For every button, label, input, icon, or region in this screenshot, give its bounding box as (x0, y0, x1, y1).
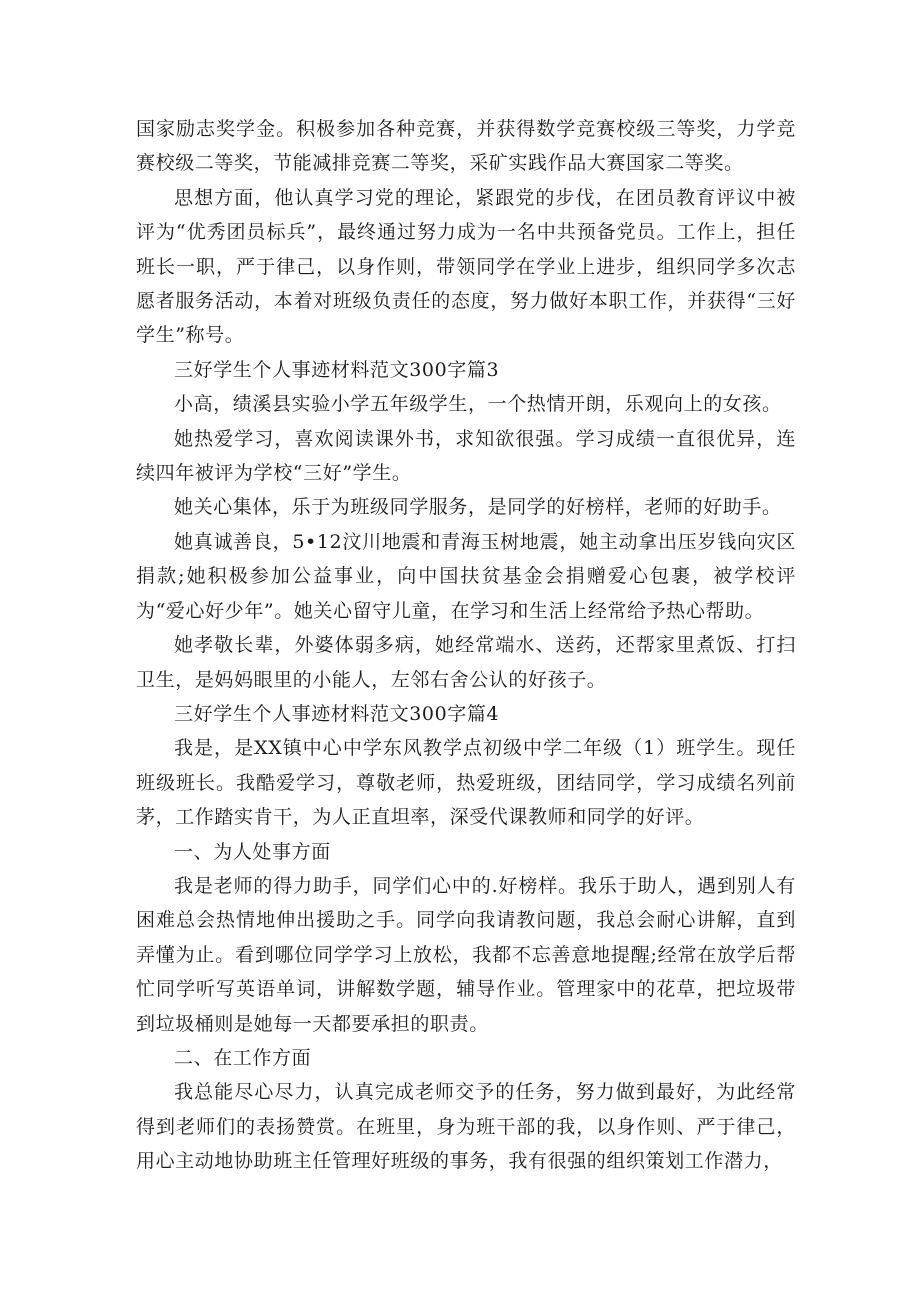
document-body (136, 112, 796, 1179)
paragraph: 我是，是XX镇中心中学东风教学点初级中学二年级（1）班学生。现任班级班长。我酷爱学习，尊敬老师，热爱班级，团结同学，学习成绩名列前茅，工作踏实肯干，为人正直坦率，深受代课教师和同学的好评。 (136, 737, 796, 829)
paragraph: 小高，绩溪县实验小学五年级学生，一个热情开朗，乐观向上的女孩。 (174, 393, 782, 416)
paragraph: 国家励志奖学金。积极参加各种竞赛，并获得数学竞赛校级三等奖，力学竞赛校级二等奖，节能减排竞赛二等奖，采矿实践作品大赛国家二等奖。 (136, 118, 796, 175)
paragraph: 我总能尽心尽力，认真完成老师交予的任务，努力做到最好，为此经常得到老师们的表扬赞赏。在班里，身为班干部的我，以身作则、严于律己，用心主动地协助班主任管理好班级的事务，我有很强的组织策划工作潜力， (136, 1081, 796, 1173)
paragraph: 她孝敬长辈，外婆体弱多病，她经常端水、送药，还帮家里煮饭、打扫卫生，是妈妈眼里的小能人，左邻右舍公认的好孩子。 (136, 634, 796, 691)
paragraph: 她真诚善良，5•12汶川地震和青海玉树地震，她主动拿出压岁钱向灾区捐款;她积极参加公益事业，向中国扶贫基金会捐赠爱心包裹，被学校评为“爱心好少年”。她关心留守儿童，在学习和生活上经常给予热心帮助。 (136, 530, 796, 622)
paragraph: 思想方面，他认真学习党的理论，紧跟党的步伐，在团员教育评议中被评为“优秀团员标兵”，最终通过努力成为一名中共预备党员。工作上，担任班长一职，严于律己，以身作则，带领同学在学业上进步，组织同学多次志愿者服务活动，本着对班级负责任的态度，努力做好本职工作，并获得“三好学生”称号。 (136, 186, 796, 347)
subsection-heading: 二、在工作方面 (174, 1046, 312, 1069)
paragraph: 她关心集体，乐于为班级同学服务，是同学的好榜样，老师的好助手。 (174, 496, 782, 519)
section-heading: 三好学生个人事迹材料范文300字篇3 (174, 358, 500, 381)
subsection-heading: 一、为人处事方面 (174, 840, 331, 863)
section-heading: 三好学生个人事迹材料范文300字篇4 (174, 702, 500, 725)
paragraph: 我是老师的得力助手，同学们心中的.好榜样。我乐于助人，遇到别人有困难总会热情地伸出援助之手。同学向我请教问题，我总会耐心讲解，直到弄懂为止。看到哪位同学学习上放松，我都不忘善意地提醒;经常在放学后帮忙同学听写英语单词，讲解数学题，辅导作业。管理家中的花草，把垃圾带到垃圾桶则是她每一天都要承担的职责。 (136, 874, 796, 1035)
paragraph: 她热爱学习，喜欢阅读课外书，求知欲很强。学习成绩一直很优异，连续四年被评为学校“三好”学生。 (136, 427, 796, 485)
